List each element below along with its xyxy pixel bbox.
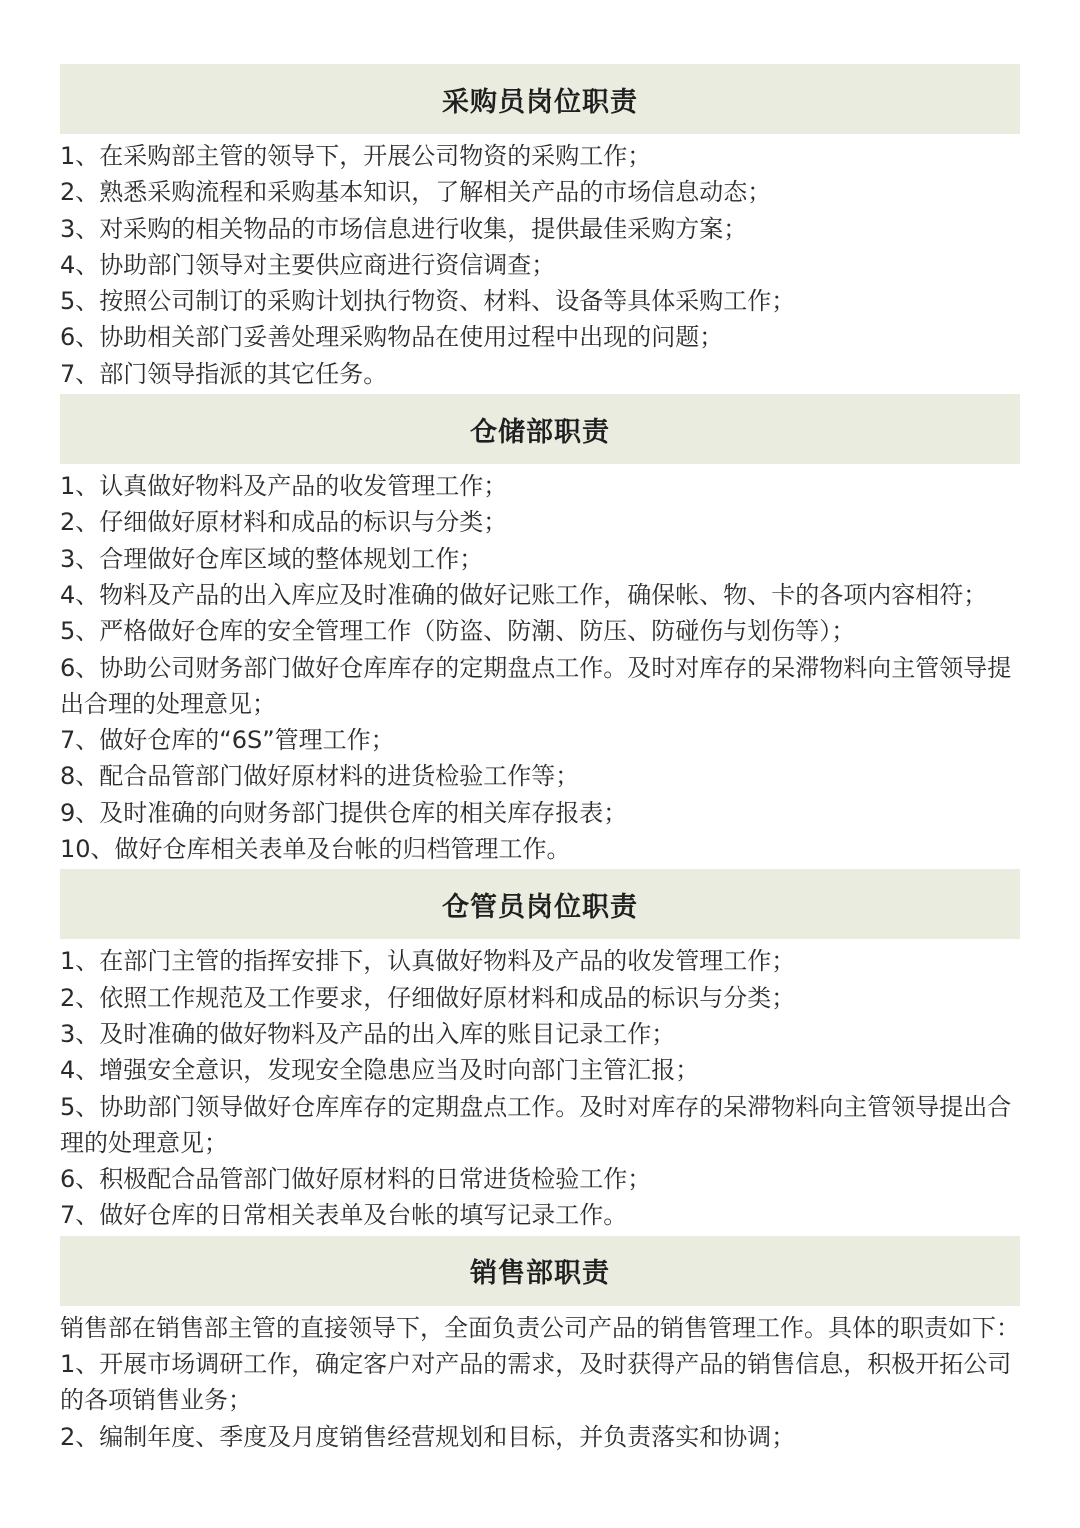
duty-item: 2、编制年度、季度及月度销售经营规划和目标，并负责落实和协调；: [60, 1422, 796, 1451]
section-title: 销售部职责: [60, 1236, 1020, 1306]
duty-item: 2、仔细做好原材料和成品的标识与分类；: [60, 508, 508, 537]
duty-item: 2、熟悉采购流程和采购基本知识，了解相关产品的市场信息动态；: [60, 178, 772, 207]
duty-item: 10、做好仓库相关表单及台帐的归档管理工作。: [60, 835, 571, 864]
duty-item: 3、合理做好仓库区域的整体规划工作；: [60, 544, 484, 573]
duty-item: 4、物料及产品的出入库应及时准确的做好记账工作，确保帐、物、卡的各项内容相符；: [60, 580, 988, 609]
duty-item: 7、部门领导指派的其它任务。: [60, 359, 388, 388]
duty-item: 1、认真做好物料及产品的收发管理工作；: [60, 472, 508, 501]
section-body: [60, 134, 1020, 394]
section-warehouse-keeper: [60, 869, 1020, 1235]
section-body: [60, 939, 1020, 1235]
duty-item: 5、按照公司制订的采购计划执行物资、材料、设备等具体采购工作；: [60, 287, 796, 316]
duty-item: 7、做好仓库的“6S”管理工作；: [60, 726, 395, 755]
duty-item: 1、在部门主管的指挥安排下，认真做好物料及产品的收发管理工作；: [60, 947, 796, 976]
duty-item: 1、在采购部主管的领导下，开展公司物资的采购工作；: [60, 142, 652, 170]
section-sales-dept: [60, 1236, 1020, 1457]
duty-item: 5、严格做好仓库的安全管理工作（防盗、防潮、防压、防碰伤与划伤等）；: [60, 617, 856, 646]
duty-item: 6、积极配合品管部门做好原材料的日常进货检验工作；: [60, 1165, 652, 1194]
intro-paragraph: 销售部在销售部主管的直接领导下，全面负责公司产品的销售管理工作。具体的职责如下：: [60, 1313, 1020, 1342]
duty-item: 4、协助部门领导对主要供应商进行资信调查；: [60, 250, 556, 279]
duty-item: 2、依照工作规范及工作要求，仔细做好原材料和成品的标识与分类；: [60, 983, 796, 1012]
section-title: 仓储部职责: [60, 394, 1020, 464]
duty-item: 6、协助公司财务部门做好仓库库存的定期盘点工作。及时对库存的呆滞物料向主管领导提出合理的处理意见；: [60, 653, 1012, 718]
document-page: [60, 64, 1020, 1457]
section-title: 仓管员岗位职责: [60, 869, 1020, 939]
section-body: [60, 464, 1020, 869]
duty-item: 3、及时准确的做好物料及产品的出入库的账目记录工作；: [60, 1019, 676, 1048]
duty-item: 5、协助部门领导做好仓库库存的定期盘点工作。及时对库存的呆滞物料向主管领导提出合理的处理意见；: [60, 1092, 1012, 1157]
duty-item: 4、增强安全意识，发现安全隐患应当及时向部门主管汇报；: [60, 1056, 700, 1085]
section-body: [60, 1306, 1020, 1457]
duty-item: 1、开展市场调研工作，确定客户对产品的需求，及时获得产品的销售信息，积极开拓公司的各项销售业务；: [60, 1350, 1012, 1415]
section-title: 采购员岗位职责: [60, 64, 1020, 134]
duty-item: 3、对采购的相关物品的市场信息进行收集，提供最佳采购方案；: [60, 214, 748, 243]
duty-item: 7、做好仓库的日常相关表单及台帐的填写记录工作。: [60, 1201, 628, 1230]
duty-item: 8、配合品管部门做好原材料的进货检验工作等；: [60, 762, 580, 791]
section-warehouse-dept: [60, 394, 1020, 869]
duty-item: 6、协助相关部门妥善处理采购物品在使用过程中出现的问题；: [60, 323, 724, 352]
section-purchaser: [60, 64, 1020, 394]
duty-item: 9、及时准确的向财务部门提供仓库的相关库存报表；: [60, 798, 628, 827]
